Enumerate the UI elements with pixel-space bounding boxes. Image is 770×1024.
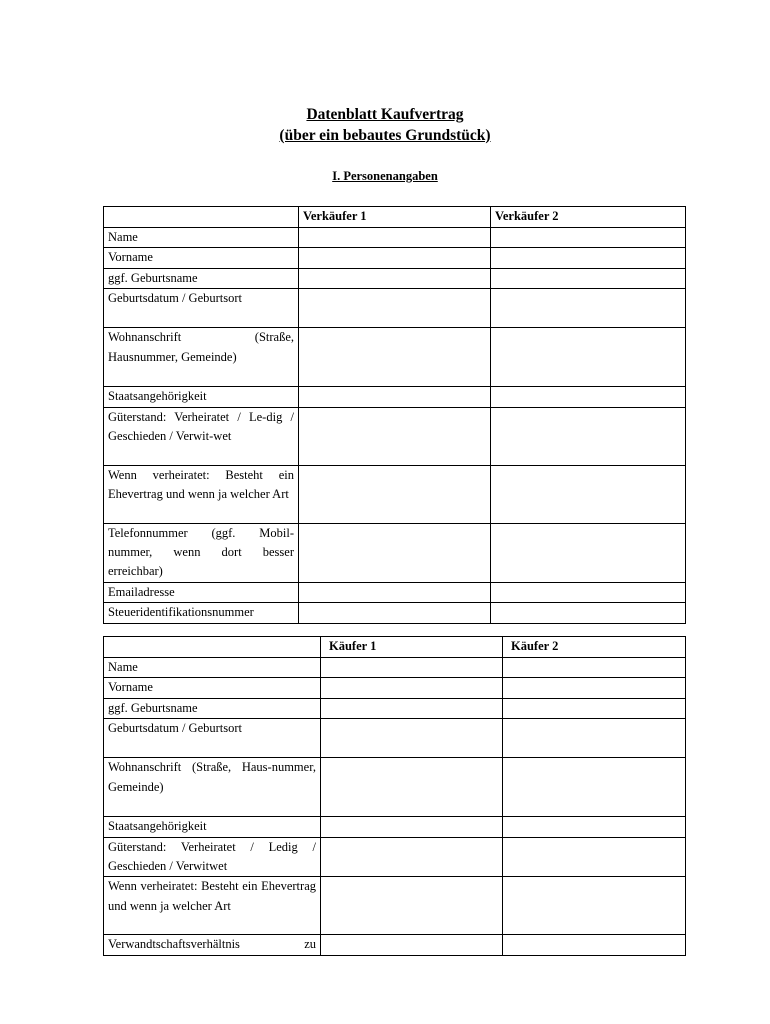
- row-label: Wohnanschrift (Straße, Haus-nummer, Gemeinde): [104, 758, 321, 817]
- seller-2-cell[interactable]: [491, 465, 686, 523]
- buyer-1-cell[interactable]: [321, 698, 503, 718]
- buyer-2-cell[interactable]: [503, 719, 686, 758]
- seller-1-cell[interactable]: [299, 582, 491, 602]
- table-header-row: [104, 637, 686, 658]
- seller-1-cell[interactable]: [299, 289, 491, 328]
- row-label: Güterstand: Verheiratet / Le-dig / Geschieden / Verwit-wet: [104, 407, 299, 465]
- table-row: [104, 603, 686, 623]
- row-label: Wenn verheiratet: Besteht ein Ehevertrag und wenn ja welcher Art: [104, 465, 299, 523]
- row-label: Emailadresse: [104, 582, 299, 602]
- row-label: Geburtsdatum / Geburtsort: [104, 289, 299, 328]
- table-row: [104, 698, 686, 718]
- table-row: [104, 268, 686, 288]
- seller-2-cell[interactable]: [491, 603, 686, 623]
- buyer-2-cell[interactable]: [503, 877, 686, 935]
- seller-1-cell[interactable]: [299, 387, 491, 407]
- table-row: [104, 387, 686, 407]
- header-buyer-1: Käufer 1: [321, 637, 503, 658]
- seller-2-cell[interactable]: [491, 387, 686, 407]
- buyer-1-cell[interactable]: [321, 837, 503, 877]
- seller-2-cell[interactable]: [491, 523, 686, 582]
- table-row: [104, 758, 686, 817]
- table-row: [104, 837, 686, 877]
- seller-1-cell[interactable]: [299, 603, 491, 623]
- row-label: Wohnanschrift (Straße, Hausnummer, Gemeinde): [104, 328, 299, 387]
- seller-1-cell[interactable]: [299, 268, 491, 288]
- row-label: ggf. Geburtsname: [104, 698, 321, 718]
- buyer-1-cell[interactable]: [321, 817, 503, 837]
- seller-1-cell[interactable]: [299, 407, 491, 465]
- table-row: [104, 228, 686, 248]
- buyer-1-cell[interactable]: [321, 877, 503, 935]
- table-row: [104, 678, 686, 698]
- buyer-table: [103, 636, 686, 956]
- buyer-1-cell[interactable]: [321, 678, 503, 698]
- row-label: Name: [104, 228, 299, 248]
- table-row: [104, 935, 686, 955]
- seller-2-cell[interactable]: [491, 289, 686, 328]
- table-row: [104, 719, 686, 758]
- row-label: Vorname: [104, 678, 321, 698]
- row-label: Vorname: [104, 248, 299, 268]
- buyer-2-cell[interactable]: [503, 678, 686, 698]
- buyer-2-cell[interactable]: [503, 658, 686, 678]
- row-label: Güterstand: Verheiratet / Ledig / Geschieden / Verwitwet: [104, 837, 321, 877]
- seller-2-cell[interactable]: [491, 328, 686, 387]
- row-label: Wenn verheiratet: Besteht ein Ehevertrag und wenn ja welcher Art: [104, 877, 321, 935]
- seller-table: [103, 206, 686, 624]
- header-label-cell: [104, 207, 299, 228]
- table-row: [104, 465, 686, 523]
- row-label: Name: [104, 658, 321, 678]
- seller-2-cell[interactable]: [491, 248, 686, 268]
- seller-1-cell[interactable]: [299, 465, 491, 523]
- table-row: [104, 328, 686, 387]
- header-buyer-2: Käufer 2: [503, 637, 686, 658]
- seller-2-cell[interactable]: [491, 582, 686, 602]
- buyer-1-cell[interactable]: [321, 935, 503, 955]
- section-heading: I. Personenangaben: [332, 169, 438, 183]
- seller-1-cell[interactable]: [299, 523, 491, 582]
- row-label: ggf. Geburtsname: [104, 268, 299, 288]
- table-row: [104, 248, 686, 268]
- row-label: Steueridentifikationsnummer: [104, 603, 299, 623]
- table-row: [104, 817, 686, 837]
- buyer-1-cell[interactable]: [321, 719, 503, 758]
- seller-1-cell[interactable]: [299, 228, 491, 248]
- buyer-1-cell[interactable]: [321, 658, 503, 678]
- header-label-cell: [104, 637, 321, 658]
- buyer-2-cell[interactable]: [503, 935, 686, 955]
- table-row: [104, 582, 686, 602]
- table-row: [104, 877, 686, 935]
- seller-1-cell[interactable]: [299, 328, 491, 387]
- seller-2-cell[interactable]: [491, 407, 686, 465]
- row-label: Geburtsdatum / Geburtsort: [104, 719, 321, 758]
- table-header-row: [104, 207, 686, 228]
- header-seller-1: Verkäufer 1: [299, 207, 491, 228]
- seller-1-cell[interactable]: [299, 248, 491, 268]
- table-row: [104, 289, 686, 328]
- document-title: Datenblatt Kaufvertrag: [306, 106, 464, 123]
- table-row: [104, 523, 686, 582]
- seller-2-cell[interactable]: [491, 228, 686, 248]
- header-seller-2: Verkäufer 2: [491, 207, 686, 228]
- seller-2-cell[interactable]: [491, 268, 686, 288]
- document-subtitle: (über ein bebautes Grundstück): [279, 127, 491, 144]
- row-label: Telefonnummer (ggf. Mobil-nummer, wenn dort besser erreichbar): [104, 523, 299, 582]
- buyer-2-cell[interactable]: [503, 817, 686, 837]
- buyer-1-cell[interactable]: [321, 758, 503, 817]
- table-row: [104, 658, 686, 678]
- row-label: Staatsangehörigkeit: [104, 387, 299, 407]
- buyer-2-cell[interactable]: [503, 698, 686, 718]
- buyer-2-cell[interactable]: [503, 837, 686, 877]
- table-row: [104, 407, 686, 465]
- row-label: Verwandtschaftsverhältnis zu: [104, 935, 321, 955]
- row-label: Staatsangehörigkeit: [104, 817, 321, 837]
- buyer-2-cell[interactable]: [503, 758, 686, 817]
